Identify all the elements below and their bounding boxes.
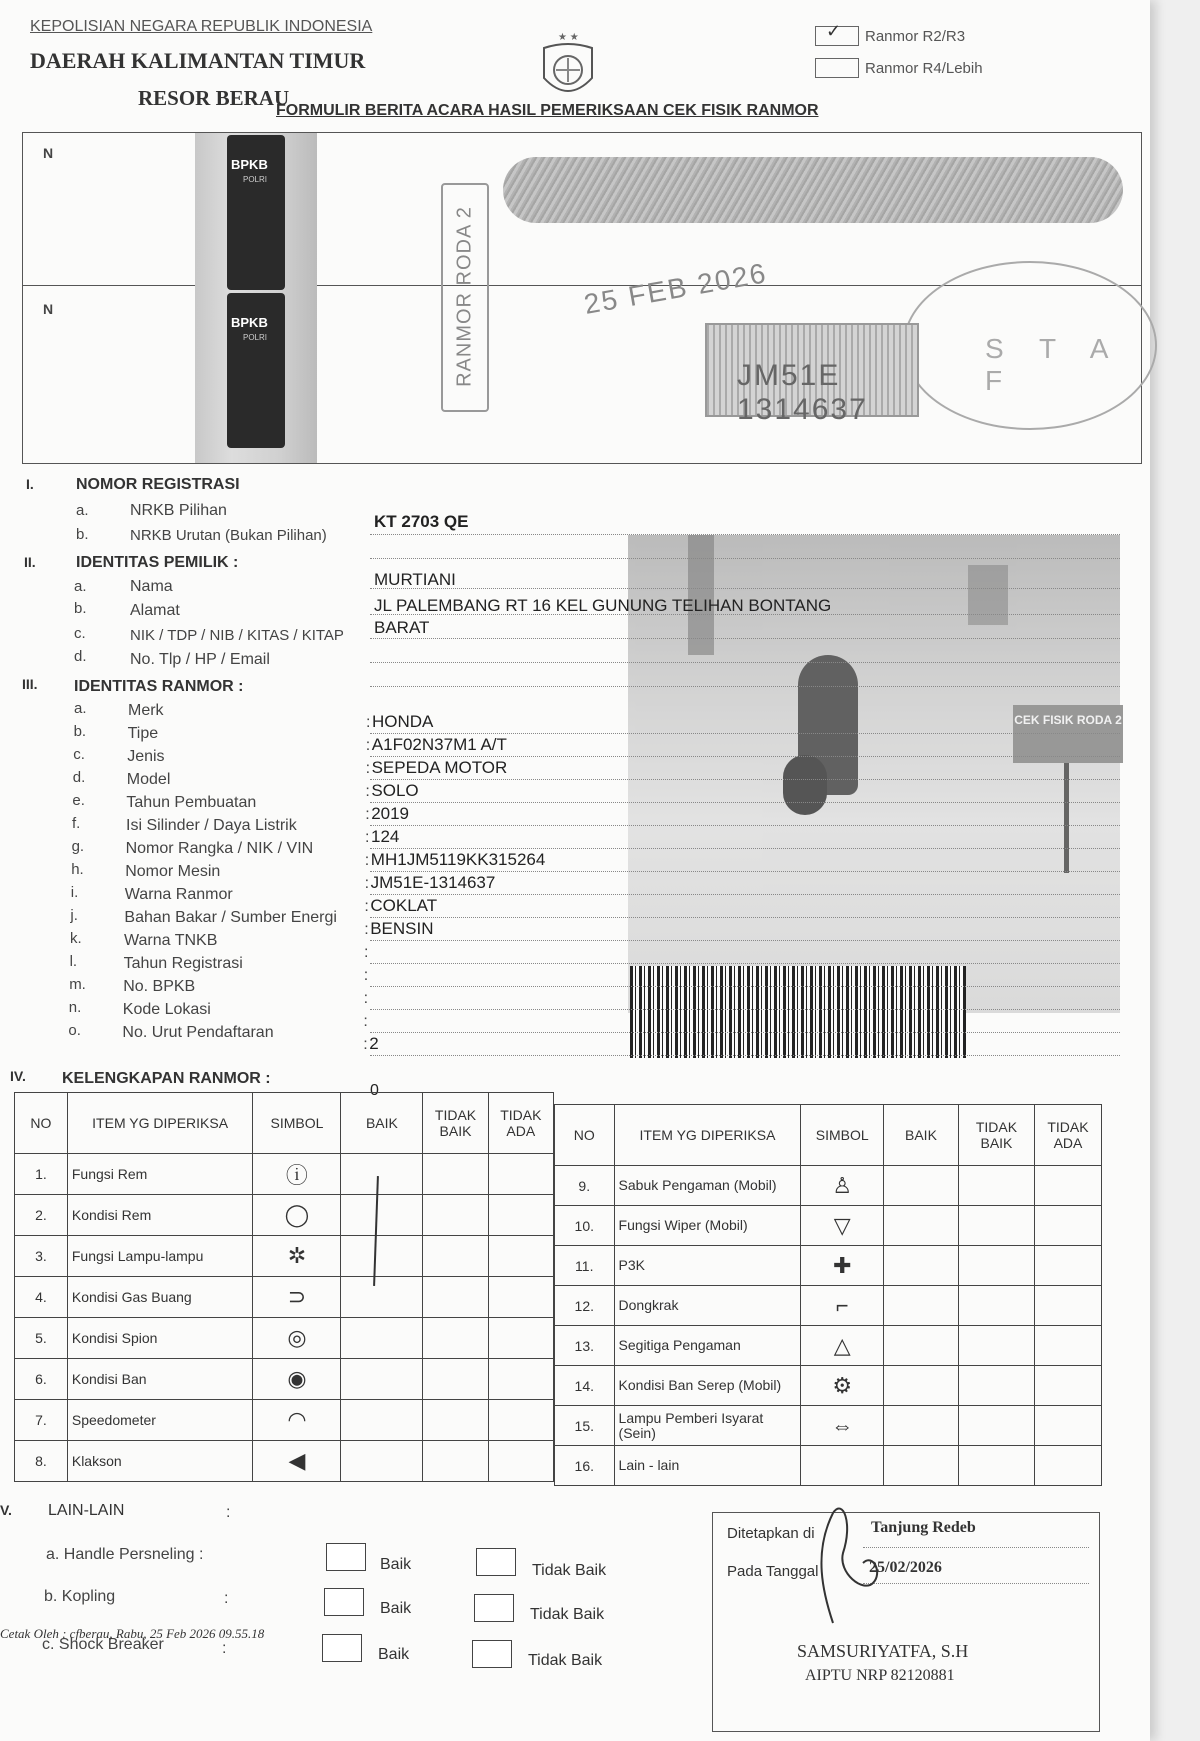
good-cell[interactable]: [883, 1246, 958, 1286]
vehicle-field-value: MH1JM5119KK315264: [370, 850, 546, 869]
owner-name-value: MURTIANI: [374, 570, 456, 589]
bpkb-security-strip: [195, 133, 317, 463]
row-label: No. Tlp / HP / Email: [130, 651, 270, 668]
good-cell[interactable]: [883, 1286, 958, 1326]
none-cell[interactable]: [488, 1318, 553, 1359]
not-good-cell[interactable]: [958, 1206, 1034, 1246]
col-none: TIDAK ADA: [1034, 1105, 1101, 1166]
not-good-cell[interactable]: [423, 1154, 488, 1195]
brake-disc-icon: ◯: [253, 1195, 341, 1236]
colon: :: [364, 852, 370, 869]
vehicle-field-value: A1F02N37M1 A/T: [371, 735, 507, 754]
chassis-number-rubbing: [503, 157, 1123, 223]
row-letter: e.: [72, 792, 85, 809]
colon: :: [364, 944, 369, 961]
not-good-cell[interactable]: [958, 1446, 1034, 1486]
colon: :: [365, 783, 370, 800]
dotted-line: [370, 614, 1120, 615]
option-label: Baik: [380, 1600, 412, 1617]
row-number: 15.: [555, 1406, 615, 1446]
colon: :: [363, 967, 369, 984]
section-number: II.: [24, 554, 36, 570]
good-cell[interactable]: [883, 1366, 958, 1406]
vehicle-field-value: 2: [369, 1034, 379, 1053]
none-cell[interactable]: [1034, 1446, 1101, 1486]
good-cell[interactable]: [883, 1446, 958, 1486]
good-cell[interactable]: [341, 1318, 423, 1359]
colon: :: [224, 1590, 229, 1607]
row-label: NIK / TDP / NIB / KITAS / KITAP: [130, 627, 344, 644]
table-row: [15, 1195, 554, 1236]
none-cell[interactable]: [1034, 1206, 1101, 1246]
row-letter: c.: [74, 625, 86, 642]
row-label: Warna TNKB: [124, 932, 218, 949]
check-mark-icon: ✓: [826, 21, 842, 41]
dotted-line: [370, 756, 1120, 757]
dotted-line: [370, 802, 1120, 803]
table-row: [555, 1326, 1102, 1366]
not-good-cell[interactable]: [958, 1326, 1034, 1366]
row-number: 14.: [555, 1366, 615, 1406]
dotted-line: [370, 1032, 1120, 1033]
signature-box: [712, 1512, 1100, 1732]
good-cell[interactable]: [883, 1326, 958, 1366]
row-letter: a.: [74, 578, 87, 595]
row-letter: d.: [72, 769, 86, 786]
dotted-line: [370, 963, 1120, 964]
col-item: ITEM YG DIPERIKSA: [614, 1105, 801, 1166]
option-label: Tidak Baik: [532, 1562, 607, 1579]
vehicle-field-value: JM51E-1314637: [370, 873, 496, 892]
colon: :: [366, 714, 371, 731]
not-good-cell[interactable]: [958, 1286, 1034, 1326]
none-cell[interactable]: [488, 1236, 553, 1277]
good-cell[interactable]: [341, 1400, 423, 1441]
brake-warning-icon: ⓘ: [253, 1154, 341, 1195]
good-cell[interactable]: [341, 1359, 423, 1400]
polri-label: POLRI: [243, 175, 268, 184]
row-letter: b.: [74, 600, 87, 617]
colon: :: [363, 990, 369, 1007]
row-label: Merk: [128, 702, 164, 719]
row-letter: g.: [71, 838, 85, 855]
option-label: Tidak Baik: [530, 1606, 605, 1623]
col-good: BAIK: [341, 1093, 423, 1154]
vehicle-checkbox-r4[interactable]: [815, 58, 859, 78]
dotted-line: [370, 534, 1120, 535]
signer-name: SAMSURIYATFA, S.H: [797, 1641, 969, 1661]
col-not-good: TIDAK BAIK: [958, 1105, 1034, 1166]
none-cell[interactable]: [1034, 1366, 1101, 1406]
good-cell[interactable]: [883, 1406, 958, 1446]
photo-sign-board: CEK FISIK RODA 2: [1013, 705, 1123, 763]
equipment-table-right: [554, 1104, 1102, 1486]
chassis-rubbing-box: [22, 132, 1142, 464]
section-title: KELENGKAPAN RANMOR :: [62, 1070, 271, 1087]
row-label: Tahun Registrasi: [123, 955, 243, 972]
seatbelt-icon: ♙: [801, 1166, 884, 1206]
row-label: Bahan Bakar / Sumber Energi: [124, 909, 337, 926]
place-value: Tanjung Redeb: [871, 1519, 976, 1536]
row-label: Alamat: [130, 602, 180, 619]
horn-icon: ◀: [253, 1441, 341, 1482]
other-item-label: a. Handle Persneling :: [46, 1546, 204, 1563]
photo-pillar: [688, 535, 714, 655]
empty-symbol: [801, 1446, 884, 1486]
speedometer-icon: ◠: [253, 1400, 341, 1441]
bpkb-seal: [227, 135, 285, 290]
row-label: Jenis: [127, 748, 165, 765]
row-number: 7.: [15, 1400, 68, 1441]
not-good-cell[interactable]: [958, 1366, 1034, 1406]
item-name: Kondisi Rem: [67, 1195, 253, 1236]
vehicle-option-label: Ranmor R2/R3: [865, 27, 966, 45]
colon: :: [364, 875, 370, 892]
table-row: [555, 1166, 1102, 1206]
row-letter: n.: [68, 999, 82, 1016]
row-number: 2.: [15, 1195, 68, 1236]
bpkb-label: BPKB: [231, 157, 268, 172]
shock-good-checkbox[interactable]: [322, 1634, 362, 1662]
form-title: FORMULIR BERITA ACARA HASIL PEMERIKSAAN CEK FISIK RANMOR: [276, 102, 819, 119]
registration-extra-value: 0: [370, 1082, 379, 1099]
item-name: Kondisi Spion: [67, 1318, 253, 1359]
stamp-text: RANMOR RODA 2: [453, 206, 476, 387]
table-row: [555, 1406, 1102, 1446]
row-number: 1.: [15, 1154, 68, 1195]
dotted-line: [370, 733, 1120, 734]
row-letter: k.: [70, 930, 82, 947]
not-good-cell[interactable]: [423, 1359, 488, 1400]
none-cell[interactable]: [488, 1195, 553, 1236]
good-cell[interactable]: [341, 1441, 423, 1482]
table-row: [555, 1366, 1102, 1406]
not-good-cell[interactable]: [958, 1166, 1034, 1206]
table-row: [555, 1246, 1102, 1286]
polri-label: POLRI: [243, 333, 268, 342]
dotted-line: [370, 588, 1120, 589]
colon: :: [226, 1504, 231, 1521]
vehicle-checkbox-r2[interactable]: [815, 21, 859, 46]
option-label: Tidak Baik: [528, 1652, 603, 1669]
dotted-line: [370, 662, 1120, 663]
col-symbol: SIMBOL: [801, 1105, 884, 1166]
warning-triangle-icon: △: [801, 1326, 884, 1366]
section-number: III.: [22, 676, 38, 692]
col-item: ITEM YG DIPERIKSA: [67, 1093, 253, 1154]
nrkb-value: KT 2703 QE: [374, 512, 469, 531]
none-cell[interactable]: [1034, 1166, 1101, 1206]
barcode: [630, 966, 966, 1058]
item-name: Dongkrak: [614, 1286, 801, 1326]
equipment-table-left: [14, 1092, 554, 1482]
resort-name: RESOR BERAU: [138, 86, 290, 110]
first-aid-icon: ✚: [801, 1246, 884, 1286]
row-letter: d.: [74, 648, 87, 665]
table-row: [555, 1206, 1102, 1246]
stamp-text: S T A F: [985, 333, 1121, 396]
row-label: Kode Lokasi: [122, 1001, 211, 1018]
row-label: No. BPKB: [123, 978, 196, 995]
not-good-cell[interactable]: [958, 1406, 1034, 1446]
vehicle-field-value: 2019: [371, 804, 410, 823]
colon: :: [363, 1036, 368, 1053]
row-letter: a.: [74, 700, 87, 717]
not-good-cell[interactable]: [423, 1441, 488, 1482]
row-number: 12.: [555, 1286, 615, 1326]
dotted-line: [370, 871, 1120, 872]
row-label: Model: [126, 771, 171, 788]
vehicle-field-value: 124: [371, 827, 400, 846]
not-good-cell[interactable]: [423, 1195, 488, 1236]
row-label: NRKB Pilihan: [130, 502, 227, 519]
item-name: Lampu Pemberi Isyarat (Sein): [614, 1406, 801, 1446]
row-letter: l.: [69, 953, 78, 970]
colon: :: [365, 806, 370, 823]
none-cell[interactable]: [488, 1359, 553, 1400]
vehicle-option-r2[interactable]: [815, 21, 966, 46]
col-no: NO: [555, 1105, 615, 1166]
not-good-cell[interactable]: [423, 1400, 488, 1441]
dotted-line: [370, 825, 1120, 826]
photo-window: [968, 565, 1008, 625]
dotted-line: [370, 986, 1120, 987]
owner-address-cont-value: BARAT: [374, 618, 430, 637]
police-emblem-icon: [536, 28, 600, 106]
option-label: Baik: [378, 1646, 410, 1663]
good-cell[interactable]: [341, 1277, 423, 1318]
row-label: Isi Silinder / Daya Listrik: [126, 817, 297, 834]
ranmor-roda-stamp: [441, 183, 489, 412]
row-letter: m.: [69, 976, 86, 993]
vehicle-option-label: Ranmor R4/Lebih: [865, 59, 983, 77]
good-cell[interactable]: [341, 1195, 423, 1236]
item-name: Sabuk Pengaman (Mobil): [614, 1166, 801, 1206]
row-number: 9.: [555, 1166, 615, 1206]
row-number: 5.: [15, 1318, 68, 1359]
row-number: 3.: [15, 1236, 68, 1277]
section-number: V.: [0, 1502, 12, 1518]
table-row: [15, 1400, 554, 1441]
dotted-line: [370, 1055, 1120, 1056]
item-name: Segitiga Pengaman: [614, 1326, 801, 1366]
lamp-icon: ✲: [253, 1236, 341, 1277]
table-row: [555, 1286, 1102, 1326]
good-cell[interactable]: [341, 1236, 423, 1277]
row-number: 11.: [555, 1246, 615, 1286]
engine-number-rubbing: [705, 323, 919, 426]
not-good-cell[interactable]: [958, 1246, 1034, 1286]
col-symbol: SIMBOL: [253, 1093, 341, 1154]
clutch-not-good-checkbox[interactable]: [474, 1594, 514, 1622]
institution-name: KEPOLISIAN NEGARA REPUBLIK INDONESIA: [30, 18, 373, 35]
date-stamp: 25 FEB 2026: [581, 257, 770, 320]
signature-icon: [803, 1493, 923, 1633]
region-name: DAERAH KALIMANTAN TIMUR: [30, 48, 366, 73]
vehicle-field-value: SEPEDA MOTOR: [371, 758, 508, 777]
row-number: 8.: [15, 1441, 68, 1482]
col-none: TIDAK ADA: [488, 1093, 553, 1154]
item-name: Lain - lain: [614, 1446, 801, 1486]
section-number: IV.: [10, 1068, 26, 1084]
dotted-line: [370, 1009, 1120, 1010]
section-title: NOMOR REGISTRASI: [76, 476, 240, 493]
none-cell[interactable]: [1034, 1326, 1101, 1366]
none-cell[interactable]: [1034, 1406, 1101, 1446]
shock-not-good-checkbox[interactable]: [472, 1640, 512, 1668]
none-cell[interactable]: [1034, 1286, 1101, 1326]
colon: :: [364, 921, 369, 938]
row-letter: c.: [73, 746, 85, 763]
item-name: Speedometer: [67, 1400, 253, 1441]
section-title: IDENTITAS PEMILIK :: [76, 554, 239, 571]
option-label: Baik: [380, 1556, 412, 1573]
none-cell[interactable]: [488, 1441, 553, 1482]
row-letter: i.: [70, 884, 79, 901]
row-label: Tahun Pembuatan: [126, 794, 257, 811]
clutch-good-checkbox[interactable]: [324, 1588, 364, 1616]
item-name: Fungsi Wiper (Mobil): [614, 1206, 801, 1246]
good-cell[interactable]: [883, 1206, 958, 1246]
colon: :: [363, 1013, 368, 1030]
colon: :: [365, 829, 370, 846]
vehicle-field-value: SOLO: [371, 781, 419, 800]
table-row: [555, 1446, 1102, 1486]
bpkb-label: BPKB: [231, 315, 268, 330]
row-number: 10.: [555, 1206, 615, 1246]
row-label: No. Urut Pendaftaran: [122, 1024, 274, 1041]
row-letter: f.: [72, 815, 81, 832]
colon: :: [365, 760, 371, 777]
row-label: Nomor Rangka / NIK / VIN: [125, 840, 314, 857]
owner-address-value: JL PALEMBANG RT 16 KEL GUNUNG TELIHAN BONTANG: [374, 596, 832, 615]
section-title: LAIN-LAIN: [48, 1502, 125, 1519]
row-label: Nama: [130, 578, 173, 595]
col-no: NO: [15, 1093, 68, 1154]
engine-rubbing-text: JM51E 1314637: [737, 359, 868, 426]
dotted-line: [370, 894, 1120, 895]
item-name: P3K: [614, 1246, 801, 1286]
turn-signal-icon: ⇔: [801, 1406, 884, 1446]
dotted-line: [370, 848, 1120, 849]
date-value: 25/02/2026: [869, 1559, 942, 1576]
item-name: Kondisi Ban Serep (Mobil): [614, 1366, 801, 1406]
section-title: IDENTITAS RANMOR :: [74, 678, 244, 695]
row-number: 13.: [555, 1326, 615, 1366]
item-name: Fungsi Lampu-lampu: [67, 1236, 253, 1277]
dotted-line: [370, 917, 1120, 918]
not-good-cell[interactable]: [423, 1277, 488, 1318]
col-not-good: TIDAK BAIK: [423, 1093, 488, 1154]
row-label: Tipe: [127, 725, 159, 742]
none-cell[interactable]: [488, 1154, 553, 1195]
colon: :: [364, 898, 369, 915]
item-name: Fungsi Rem: [67, 1154, 253, 1195]
row-label: Warna Ranmor: [124, 886, 233, 903]
item-name: Klakson: [67, 1441, 253, 1482]
svg-text:★ ★: ★ ★: [558, 32, 579, 43]
jack-icon: ⌐: [801, 1286, 884, 1326]
date-label: Pada Tanggal: [727, 1563, 819, 1580]
spare-tire-icon: ⚙: [801, 1366, 884, 1406]
row-letter: a.: [76, 502, 89, 519]
staf-round-stamp: [903, 261, 1157, 430]
signer-rank: AIPTU NRP 82120881: [805, 1667, 955, 1684]
vehicle-option-r4[interactable]: [815, 58, 983, 78]
row-letter: b.: [73, 723, 87, 740]
table-row: [15, 1277, 554, 1318]
rubbing-label-bottom: N: [43, 301, 54, 317]
rubbing-label-top: N: [43, 145, 54, 161]
table-row: [15, 1441, 554, 1482]
good-cell[interactable]: [341, 1154, 423, 1195]
table-row: [15, 1318, 554, 1359]
section-number: I.: [26, 476, 34, 492]
not-good-cell[interactable]: [423, 1318, 488, 1359]
row-letter: b.: [76, 526, 89, 543]
exhaust-icon: ⊃: [253, 1277, 341, 1318]
vehicle-field-value: BENSIN: [370, 919, 434, 938]
row-number: 16.: [555, 1446, 615, 1486]
row-letter: o.: [68, 1022, 81, 1039]
dotted-line: [370, 638, 1120, 639]
colon: :: [222, 1640, 227, 1657]
row-label: Nomor Mesin: [125, 863, 221, 880]
item-name: Kondisi Ban: [67, 1359, 253, 1400]
none-cell[interactable]: [1034, 1246, 1101, 1286]
none-cell[interactable]: [488, 1277, 553, 1318]
other-item-label: c. Shock Breaker: [42, 1636, 164, 1653]
dotted-line: [370, 779, 1120, 780]
row-number: 4.: [15, 1277, 68, 1318]
bpkb-seal: [227, 293, 285, 448]
mirror-icon: ◎: [253, 1318, 341, 1359]
handle-good-checkbox[interactable]: [326, 1543, 366, 1571]
row-number: 6.: [15, 1359, 68, 1400]
wiper-icon: ▽: [801, 1206, 884, 1246]
print-note: Cetak Oleh : cfberau, Rabu, 25 Feb 2026 09.55.18: [0, 1626, 265, 1641]
vehicle-field-value: HONDA: [372, 712, 434, 731]
colon: :: [365, 737, 371, 754]
motorcycle-wheel: [783, 755, 827, 815]
row-label: NRKB Urutan (Bukan Pilihan): [130, 527, 327, 544]
dotted-line: [370, 686, 1120, 687]
dotted-line: [370, 940, 1120, 941]
col-good: BAIK: [883, 1105, 958, 1166]
dotted-line: [370, 558, 1120, 559]
tire-icon: ◉: [253, 1359, 341, 1400]
good-cell[interactable]: [883, 1166, 958, 1206]
row-letter: j.: [70, 907, 78, 924]
other-item-label: b. Kopling: [44, 1588, 116, 1605]
row-letter: h.: [71, 861, 84, 878]
table-row: [15, 1359, 554, 1400]
not-good-cell[interactable]: [423, 1236, 488, 1277]
place-label: Ditetapkan di: [727, 1525, 815, 1542]
item-name: Kondisi Gas Buang: [67, 1277, 253, 1318]
table-row: [15, 1236, 554, 1277]
table-row: [15, 1154, 554, 1195]
none-cell[interactable]: [488, 1400, 553, 1441]
vehicle-field-value: COKLAT: [370, 896, 438, 915]
handle-not-good-checkbox[interactable]: [476, 1548, 516, 1576]
